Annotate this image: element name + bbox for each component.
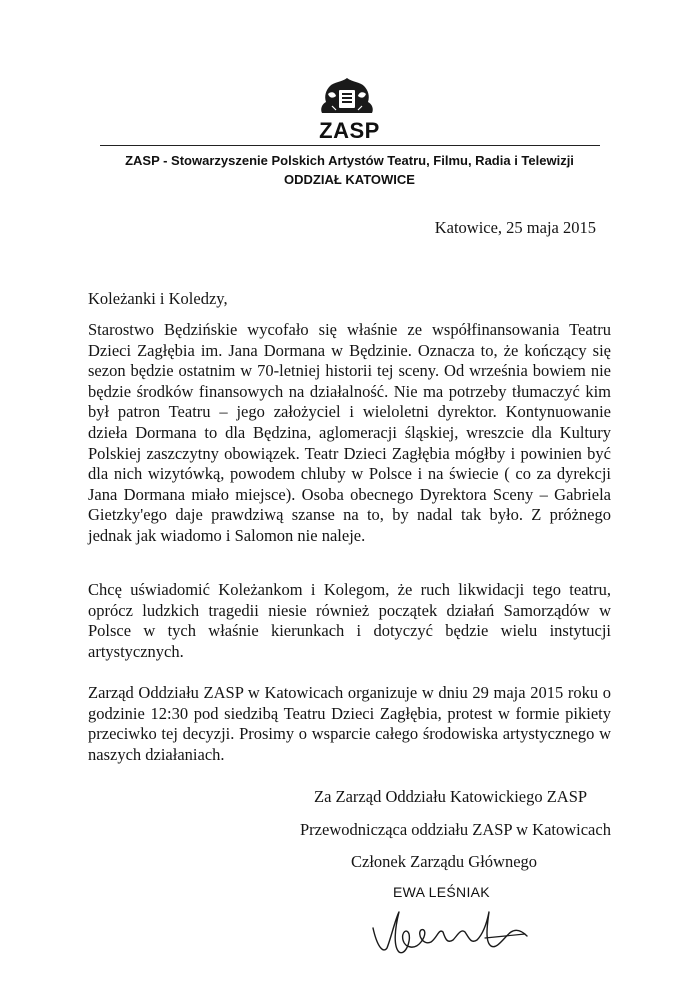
organization-full-name: ZASP - Stowarzyszenie Polskich Artystów Teatru, Filmu, Radia i Telewizji <box>125 153 574 168</box>
closing-line-2: Przewodnicząca oddziału ZASP w Katowicach <box>300 820 611 839</box>
header-divider <box>100 145 600 146</box>
handwritten-signature <box>365 898 535 958</box>
letter-paragraph-2: Chcę uświadomić Koleżankom i Kolegom, że ruch likwidacji tego teatru, oprócz ludzkich tragedii niesie również początek działań Samorządów w Polsce w tych właśnie kierunkach i dotyczyć będzie wielu instytucji artystycznych. <box>88 580 611 661</box>
closing-line-3: Członek Zarządu Głównego <box>351 852 538 871</box>
branch-name: ODDZIAŁ KATOWICE <box>284 172 415 187</box>
salutation: Koleżanki i Koledzy, <box>88 289 228 308</box>
logo-text: ZASP <box>319 118 380 143</box>
place-date: Katowice, 25 maja 2015 <box>434 218 596 237</box>
letter-paragraph-1: Starostwo Będzińskie wycofało się właśnie ze współfinansowania Teatru Dzieci Zagłębia im. Jana Dormana w Będzinie. Oznacza to, że kończący się sezon będzie ostatnim w 70-letniej historii tej sceny. Od września bowiem nie będzie środków finansowych na działalność. Nie ma potrzeby tłumaczyć kim był patron Teatru – jego założyciel i wieloletni dyrektor. Kontynuowanie dzieła Dormana to dla Będzina, aglomeracji śląskiej, wreszcie dla Kultury Polskiej zaszczytny obowiązek. Teatr Dzieci Zagłębia mógłby i powinien być dla nich wizytówką, powodem chluby w Polsce i na świecie ( co za dyrekcji Jana Dormana miało miejsce). Osoba obecnego Dyrektora Sceny – Gabriela Gietzky'ego daje prawdziwą szanse na to, by nadal tak było. Z próżnego jednak jak wiadomo i Salomon nie naleje. <box>88 320 611 545</box>
letter-paragraph-3: Zarząd Oddziału ZASP w Katowicach organizuje w dniu 29 maja 2015 roku o godzinie 12:30 pod siedzibą Teatru Dzieci Zagłębia, protest w formie pikiety przeciwko tej decyzji. Prosimy o wsparcie całego środowiska artystycznego w naszych działaniach. <box>88 683 611 764</box>
closing-line-1: Za Zarząd Oddziału Katowickiego ZASP <box>314 787 588 806</box>
signer-name-stamp: EWA LEŚNIAK <box>393 884 490 900</box>
